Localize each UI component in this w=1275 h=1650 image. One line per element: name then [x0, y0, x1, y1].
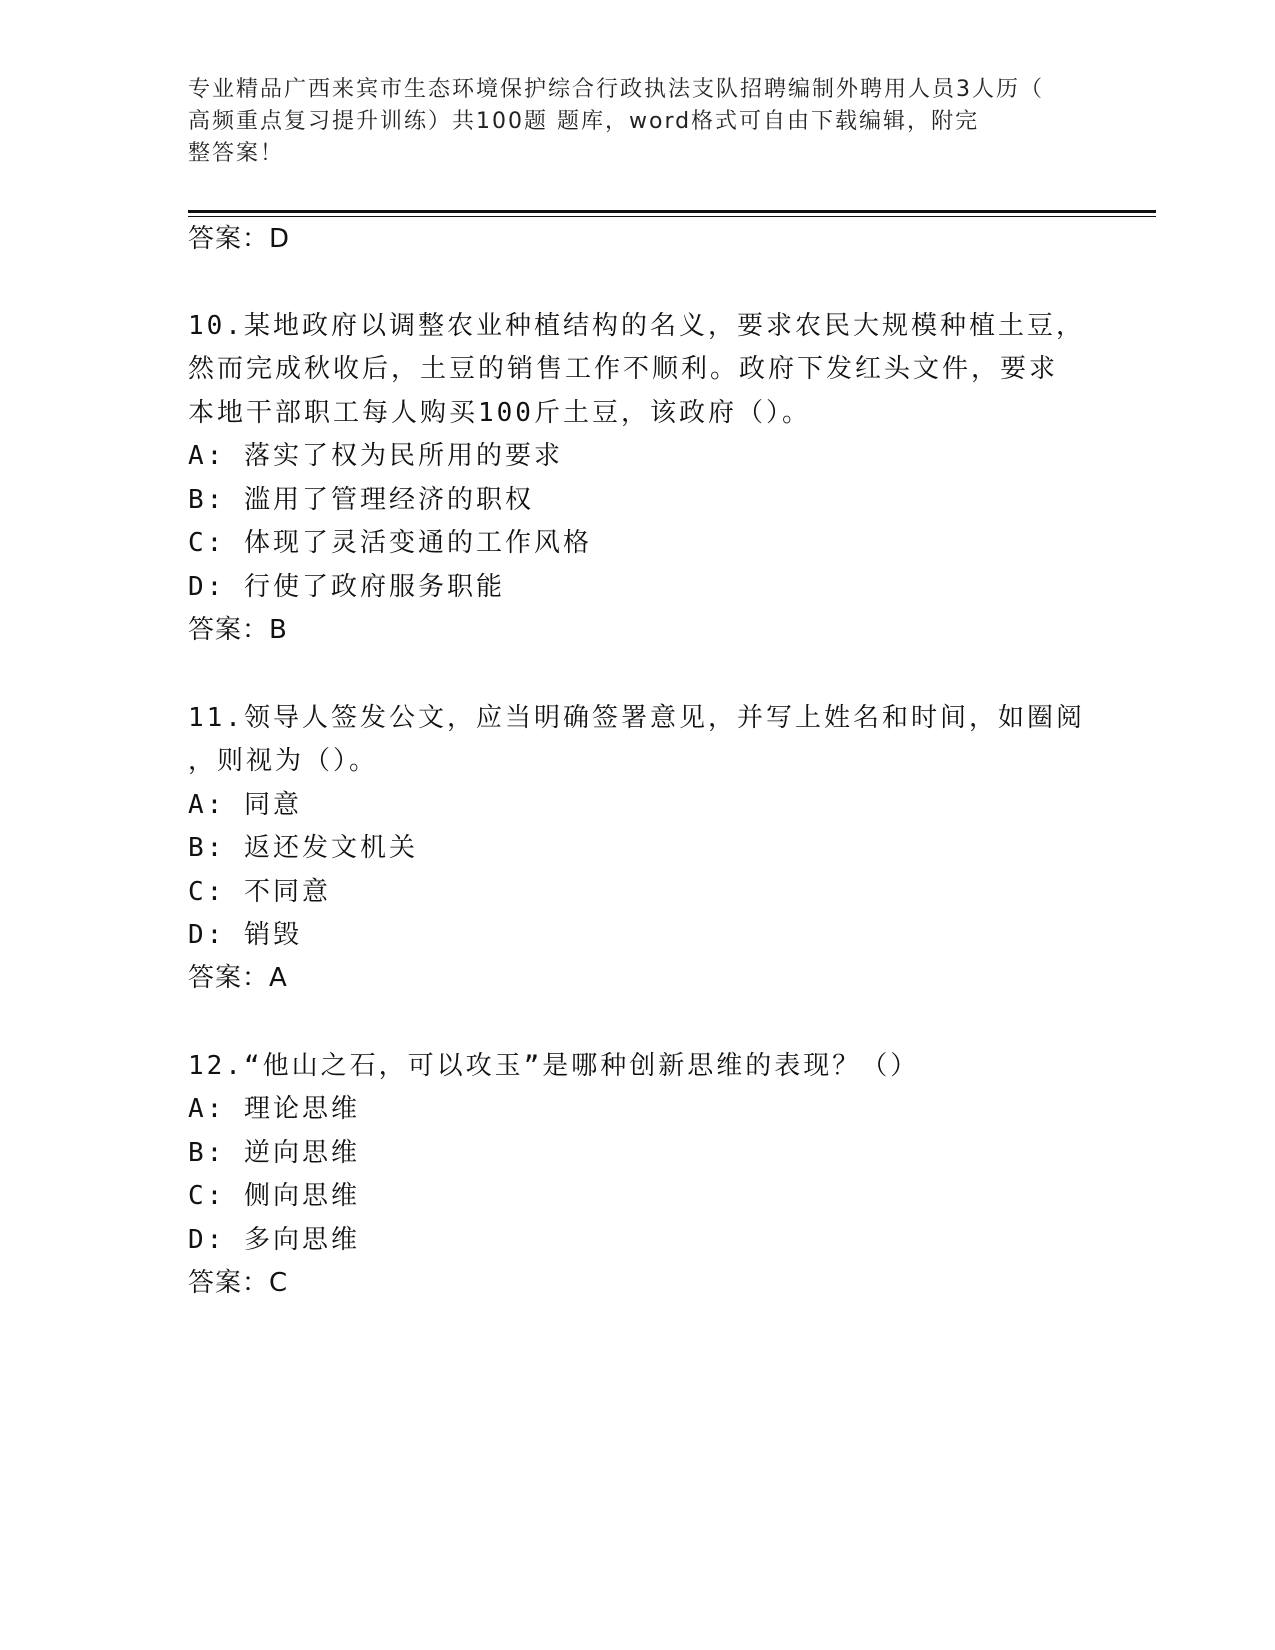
question-10-line-3: 本地干部职工每人购买100斤土豆，该政府（）。 [188, 398, 811, 428]
question-11-option-c: C: 不同意 [188, 877, 331, 907]
previous-answer: 答案：D [188, 224, 291, 254]
header-line-1: 专业精品广西来宾市生态环境保护综合行政执法支队招聘编制外聘用人员3人历（ [188, 77, 1044, 102]
question-10-option-c: C: 体现了灵活变通的工作风格 [188, 528, 592, 558]
header-divider-thick [188, 210, 1156, 213]
question-10-option-a: A: 落实了权为民所用的要求 [188, 441, 563, 471]
question-12-option-b: B: 逆向思维 [188, 1138, 360, 1168]
question-12-option-c: C: 侧向思维 [188, 1181, 360, 1211]
header-line-2: 高频重点复习提升训练）共100题 题库，word格式可自由下载编辑，附完 [188, 109, 980, 134]
question-12-option-d: D: 多向思维 [188, 1225, 360, 1255]
question-11-line-1: 11.领导人签发公文，应当明确签署意见，并写上姓名和时间，如圈阅 [188, 703, 1085, 733]
question-10-answer: 答案：B [188, 615, 288, 645]
question-12-line-1: 12.“他山之石，可以攻玉”是哪种创新思维的表现？（） [188, 1051, 920, 1081]
question-11-option-b: B: 返还发文机关 [188, 833, 418, 863]
question-10-line-2: 然而完成秋收后，土豆的销售工作不顺利。政府下发红头文件，要求 [188, 354, 1059, 384]
question-11-line-2: ，则视为（）。 [188, 746, 379, 776]
question-11-option-a: A: 同意 [188, 790, 302, 820]
document-header [188, 74, 1068, 170]
question-11-answer: 答案：A [188, 963, 288, 993]
header-line-3: 整答案！ [188, 141, 285, 166]
question-10-line-1: 10.某地政府以调整农业种植结构的名义，要求农民大规模种植土豆， [188, 311, 1085, 341]
question-11-option-d: D: 销毁 [188, 920, 302, 950]
question-12-answer: 答案：C [188, 1268, 289, 1298]
question-12-option-a: A: 理论思维 [188, 1094, 360, 1124]
header-divider-thin [188, 216, 1156, 217]
question-10-option-d: D: 行使了政府服务职能 [188, 572, 505, 602]
question-10-option-b: B: 滥用了管理经济的职权 [188, 485, 534, 515]
